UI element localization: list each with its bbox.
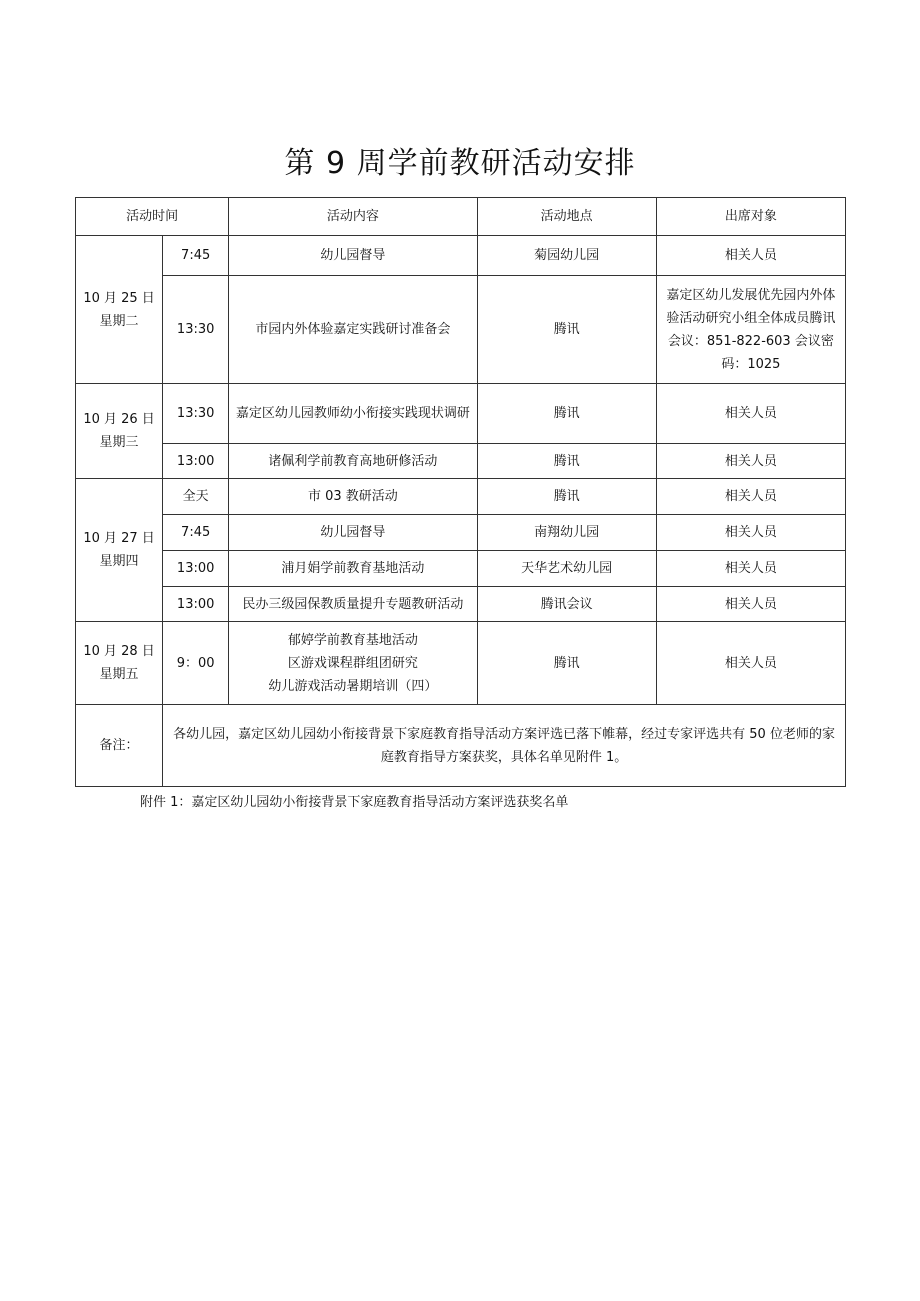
table-row — [76, 551, 846, 587]
content-cell: 浦月娟学前教育基地活动 — [229, 551, 477, 587]
place-cell: 南翔幼儿园 — [477, 515, 656, 551]
place-cell: 腾讯 — [477, 444, 656, 479]
content-cell: 嘉定区幼儿园教师幼小衔接实践现状调研 — [229, 384, 477, 444]
header-place: 活动地点 — [477, 198, 656, 236]
attendees-cell: 相关人员 — [656, 551, 845, 587]
time-cell: 7:45 — [163, 236, 229, 276]
content-cell — [229, 622, 477, 705]
attendees-cell: 相关人员 — [656, 479, 845, 515]
notes-label: 备注： — [76, 705, 163, 787]
content-line: 郁婷学前教育基地活动 — [287, 632, 418, 648]
time-cell: 13:00 — [163, 587, 229, 622]
date-cell: 10 月 26 日星期三 — [76, 384, 163, 479]
header-attendees: 出席对象 — [656, 198, 845, 236]
attendees-cell: 相关人员 — [656, 587, 845, 622]
content-cell: 市园内外体验嘉定实践研讨准备会 — [229, 276, 477, 384]
table-row — [76, 444, 846, 479]
attendees-cell: 嘉定区幼儿发展优先园内外体验活动研究小组全体成员腾讯会议：851-822-603 会议密码：1025 — [656, 276, 845, 384]
content-line: 区游戏课程群组团研究 — [287, 655, 418, 671]
time-cell: 9：00 — [163, 622, 229, 705]
attachment-note: 附件 1：嘉定区幼儿园幼小衔接背景下家庭教育指导活动方案评选获奖名单 — [140, 795, 569, 810]
content-cell: 诸佩利学前教育高地研修活动 — [229, 444, 477, 479]
table-row — [76, 587, 846, 622]
content-cell: 市 03 教研活动 — [229, 479, 477, 515]
place-cell: 腾讯 — [477, 384, 656, 444]
place-cell: 腾讯 — [477, 622, 656, 705]
date-cell: 10 月 27 日星期四 — [76, 479, 163, 622]
date-cell: 10 月 28 日星期五 — [76, 622, 163, 705]
place-cell: 腾讯会议 — [477, 587, 656, 622]
place-cell: 腾讯 — [477, 479, 656, 515]
content-cell: 幼儿园督导 — [229, 515, 477, 551]
page-title: 第 9 周学前教研活动安排 — [284, 146, 636, 181]
content-line: 幼儿游戏活动暑期培训（四） — [268, 678, 438, 694]
content-cell: 幼儿园督导 — [229, 236, 477, 276]
notes-row — [76, 705, 846, 787]
header-time: 活动时间 — [76, 198, 229, 236]
table-row — [76, 276, 846, 384]
header-row — [76, 198, 846, 236]
table-row — [76, 479, 846, 515]
header-content: 活动内容 — [229, 198, 477, 236]
table-row — [76, 622, 846, 705]
time-cell: 全天 — [163, 479, 229, 515]
time-cell: 13:00 — [163, 444, 229, 479]
time-cell: 7:45 — [163, 515, 229, 551]
time-cell: 13:00 — [163, 551, 229, 587]
place-cell: 腾讯 — [477, 276, 656, 384]
table-row — [76, 515, 846, 551]
schedule-table — [75, 197, 846, 787]
time-cell: 13:30 — [163, 384, 229, 444]
attendees-cell: 相关人员 — [656, 622, 845, 705]
attendees-cell: 相关人员 — [656, 384, 845, 444]
table-row — [76, 384, 846, 444]
place-cell: 菊园幼儿园 — [477, 236, 656, 276]
content-cell: 民办三级园保教质量提升专题教研活动 — [229, 587, 477, 622]
attendees-cell: 相关人员 — [656, 236, 845, 276]
date-cell: 10 月 25 日星期二 — [76, 236, 163, 384]
place-cell: 天华艺术幼儿园 — [477, 551, 656, 587]
attendees-cell: 相关人员 — [656, 444, 845, 479]
notes-text: 各幼儿园，嘉定区幼儿园幼小衔接背景下家庭教育指导活动方案评选已落下帷幕，经过专家评选共有 50 位老师的家庭教育指导方案获奖，具体名单见附件 1。 — [163, 705, 846, 787]
table-row — [76, 236, 846, 276]
attendees-cell: 相关人员 — [656, 515, 845, 551]
time-cell: 13:30 — [163, 276, 229, 384]
